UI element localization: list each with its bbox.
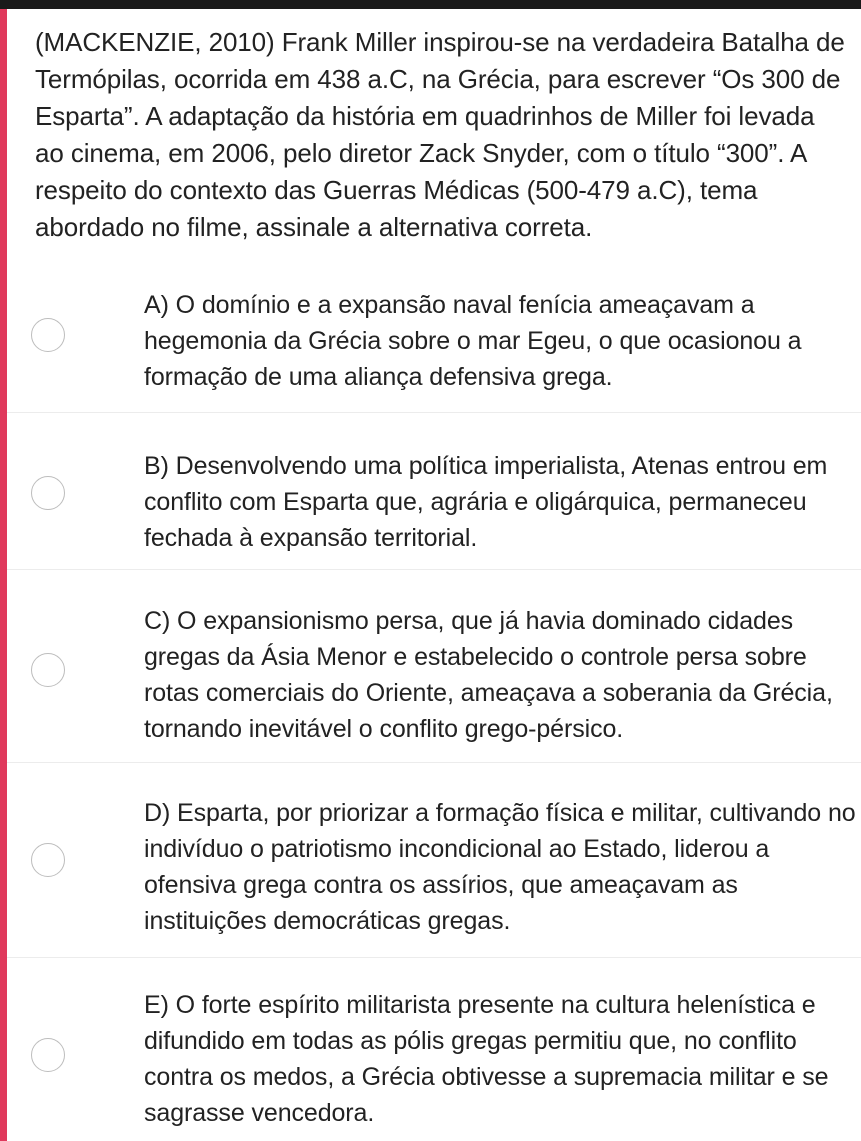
accent-stripe (0, 9, 7, 1141)
option-d-text: D) Esparta, por priorizar a formação física e militar, cultivando no indivíduo o patriotismo incondicional ao Estado, liderou a ofensiva grega contra os assírios, que ameaçavam as instituições democráticas gregas. (144, 799, 856, 935)
option-b-text: B) Desenvolvendo uma política imperialista, Atenas entrou em conflito com Esparta que, agrária e oligárquica, permaneceu fechada à expansão territorial. (144, 452, 828, 552)
option-e-radio[interactable] (31, 1038, 65, 1072)
option-c-text: C) O expansionismo persa, que já havia dominado cidades gregas da Ásia Menor e estabelecido o controle persa sobre rotas comerciais do Oriente, ameaçava a soberania da Grécia, tornando inevitável o conflito grego-pérsico. (144, 607, 833, 743)
option-a[interactable] (7, 269, 861, 413)
option-d-radio[interactable] (31, 843, 65, 877)
option-e[interactable] (7, 957, 861, 1141)
option-b-radio[interactable] (31, 476, 65, 510)
top-bar (0, 0, 861, 9)
option-e-text: E) O forte espírito militarista presente na cultura helenística e difundido em todas as pólis gregas permitiu que, no conflito contra os medos, a Grécia obtivesse a supremacia militar e se sagrasse vencedora. (144, 991, 829, 1127)
option-a-text: A) O domínio e a expansão naval fenícia ameaçavam a hegemonia da Grécia sobre o mar Egeu, o que ocasionou a formação de uma aliança defensiva grega. (144, 291, 802, 391)
option-d[interactable] (7, 762, 861, 958)
option-b[interactable] (7, 412, 861, 570)
option-a-radio[interactable] (31, 318, 65, 352)
option-c-radio[interactable] (31, 653, 65, 687)
option-c[interactable] (7, 569, 861, 763)
question-text: (MACKENZIE, 2010) Frank Miller inspirou-se na verdadeira Batalha de Termópilas, ocorrida em 438 a.C, na Grécia, para escrever “Os 300 de Esparta”. A adaptação da história em quadrinhos de Miller foi levada ao cinema, em 2006, pelo diretor Zack Snyder, com o título “300”. A respeito do contexto das Guerras Médicas (500-479 a.C), tema abordado no filme, assinale a alternativa correta. (35, 27, 845, 242)
